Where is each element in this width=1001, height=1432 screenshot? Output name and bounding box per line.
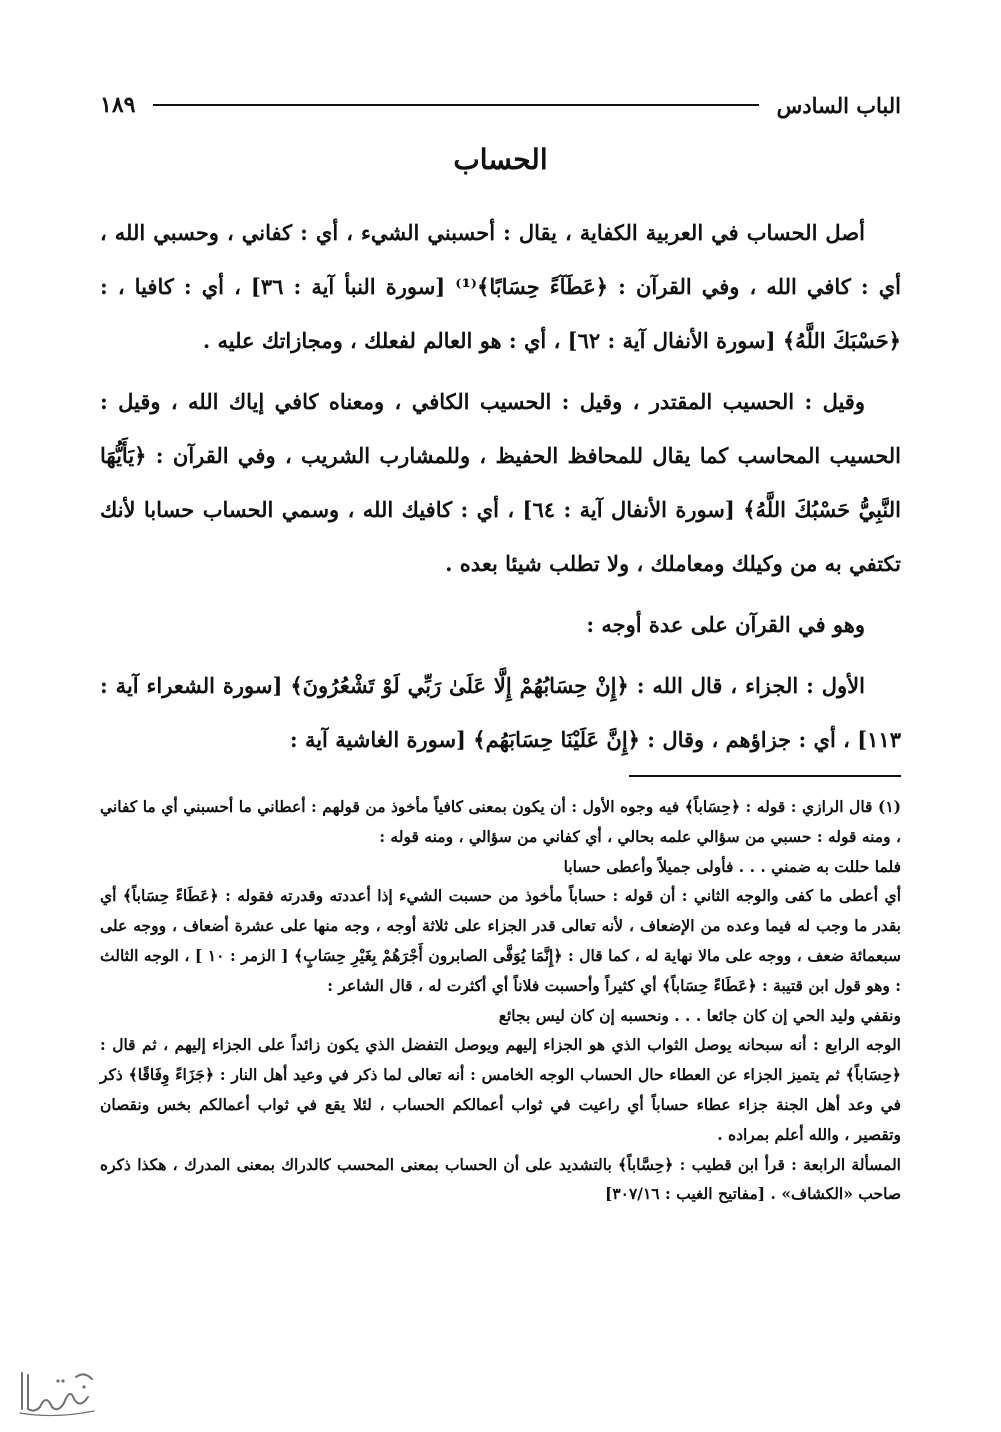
page-number: ١٨٩	[100, 92, 136, 118]
paragraph: وقيل : الحسيب المقتدر ، وقيل : الحسيب الكافي ، ومعناه كافي إياك الله ، وقيل : الحسيب المحاسب كما يقال للمحافظ الحفيظ ، وللمشارب الشريب ، وفي القرآن : ﴿يَأَيُّهَا النَّبِيُّ حَسْبُكَ اللَّهُ﴾ [سورة الأنفال آية : ٦٤] ، أي : كافيك الله ، وسمي الحساب حسابا لأنك تكتفي به من وكيلك ومعاملك ، ولا تطلب شيئا بعده .	[100, 389, 901, 576]
footnote-paragraph: المسألة الرابعة : قرأ ابن قطيب : ﴿حِسَّاباً﴾ بالتشديد على أن الحساب بمعنى المحسب كالدراك بمعنى المدرك ، هكذا ذكره صاحب «الكشاف» . [مفاتيح الغيب : ٣٠٧/١٦]	[100, 1154, 901, 1204]
page-header	[100, 88, 901, 122]
footnote-paragraph: (١) قال الرازي : قوله : ﴿حِسَاباً﴾ فيه وجوه الأول : أن يكون بمعنى كافياً مأخوذ من قولهم : أعطاني ما أحسبني أي ما كفاني ، ومنه قوله : حسبي من سؤالي علمه بحالي ، أي كفاني من سؤالي ، ومنه قوله :	[100, 797, 901, 846]
section-title: الحساب	[453, 143, 548, 176]
footnote-verse: ونقفي وليد الحي إن كان جائعا . . . ونحسبه إن كان ليس بجائع	[498, 1005, 901, 1025]
paragraph: الأول : الجزاء ، قال الله : ﴿إِنْ حِسَابُهُمْ إِلَّا عَلَىٰ رَبِّي لَوْ تَشْعُرُونَ﴾ [سورة الشعراء آية : ١١٣] ، أي : جزاؤهم ، وقال : ﴿إِنَّ عَلَيْنَا حِسَابَهُم﴾ [سورة الغاشية آية :	[100, 673, 901, 752]
footnote-verse: فلما حللت به ضمني . . . فأولى جميلاً وأعطى حسابا	[563, 856, 901, 876]
footnote-paragraph: الوجه الرابع : أنه سبحانه يوصل الثواب الذي هو الجزاء إليهم ويوصل التفضل الذي يكون زائداً على الجزاء إليهم ، ثم قال : ﴿حِسَاباً﴾ ثم يتميز الجزاء عن العطاء حال الحساب الوجه الخامس : أنه تعالى لما ذكر في وعيد أهل النار : ﴿جَزَاءً وِفَاقًا﴾ ذكر في وعد أهل الجنة جزاء عطاء حساباً أي راعيت في ثواب أعمالكم الحساب ، لئلا يقع في ثواب أعمالكم بخس ونقصان وتقصير ، والله أعلم بمراده .	[100, 1035, 901, 1144]
paragraph: وهو في القرآن على عدة أوجه :	[586, 612, 865, 637]
footnote-separator	[629, 775, 901, 777]
paragraph: أصل الحساب في العربية الكفاية ، يقال : أحسبني الشيء ، أي : كفاني ، وحسبي الله ، أي : كافي الله ، وفي القرآن : ﴿عَطَآءً حِسَابًا﴾⁽¹⁾ [سورة النبأ آية : ٣٦] ، أي : كافيا ، : ﴿حَسْبَكَ اللَّهُ﴾ [سورة الأنفال آية : ٦٢] ، أي : هو العالم لفعلك ، ومجازاتك عليه .	[100, 220, 901, 353]
footnotes	[100, 792, 901, 1209]
footnote-paragraph: أي أعطى ما كفى والوجه الثاني : أن قوله : حساباً مأخوذ من حسبت الشيء إذا أعددته وقدرته فقوله : ﴿عَطَاءً حِسَاباً﴾ أي بقدر ما وجب له فيما وعده من الإضعاف ، لأنه تعالى قدر الجزاء على ثلاثة أوجه ، وجه منها على عشرة أضعاف ، ووجه على سبعمائة ضعف ، ووجه على مالا نهاية له ، كما قال : ﴿إِنَّمَا يُوَفَّى الصابرون أَجْرَهُمْ بِغَيْرِ حِسَابٍ﴾ [ الزمر : ١٠ ] ، الوجه الثالث : وهو قول ابن قتيبة : ﴿عَطَاءً حِسَاباً﴾ أي كثيراً وأحسبت فلاناً أي أكثرت له ، قال الشاعر :	[100, 886, 901, 995]
header-rule	[153, 104, 758, 106]
watermark-logo	[14, 1363, 100, 1421]
chapter-title: الباب السادس	[776, 92, 901, 118]
main-text	[100, 206, 901, 767]
